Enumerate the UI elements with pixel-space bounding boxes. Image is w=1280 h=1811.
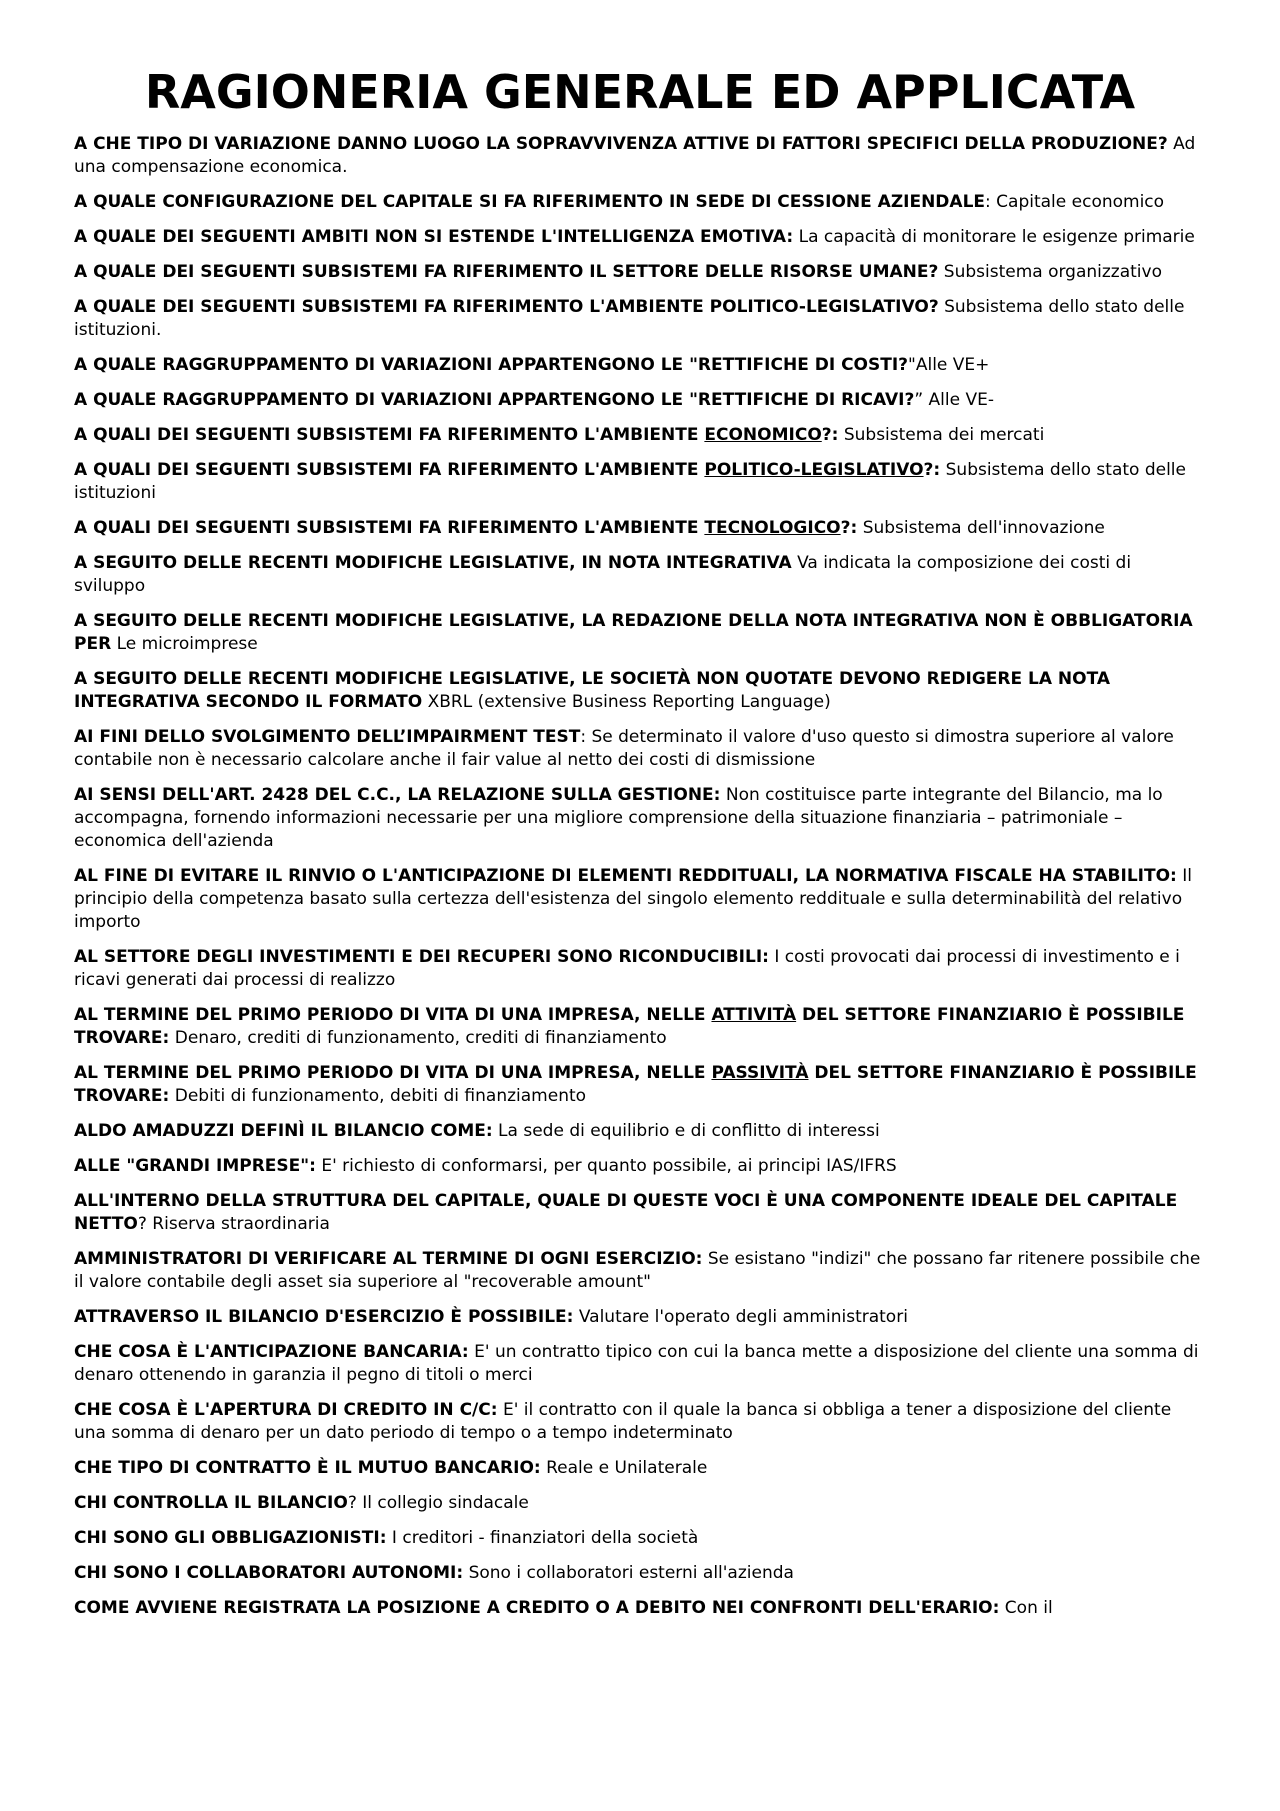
- answer-text: Non costituisce parte integrante del Bilancio, ma lo accompagna, fornendo informazioni necessarie per una migliore comprensione della situazione finanziaria – patrimoniale – economica dell'azienda: [74, 784, 1163, 851]
- qa-entry: [74, 784, 1206, 853]
- question-text: ATTRAVERSO IL BILANCIO D'ESERCIZIO È POSSIBILE:: [74, 1306, 574, 1327]
- answer-text: Subsistema dello stato delle istituzioni: [74, 459, 1186, 503]
- question-keyword: TECNOLOGICO: [704, 517, 841, 538]
- qa-entry: [74, 1597, 1206, 1620]
- answer-text: : Capitale economico: [985, 191, 1165, 212]
- answer-text: I creditori - finanziatori della società: [386, 1527, 699, 1548]
- qa-entry: [74, 1062, 1206, 1108]
- qa-entry: [74, 1120, 1206, 1143]
- question-text: A QUALE DEI SEGUENTI SUBSISTEMI FA RIFERIMENTO L'AMBIENTE POLITICO-LEGISLATIVO?: [74, 296, 939, 317]
- qa-entry: [74, 389, 1206, 412]
- question-text: AL TERMINE DEL PRIMO PERIODO DI VITA DI UNA IMPRESA, NELLE: [74, 1004, 712, 1025]
- answer-text: XBRL (extensive Business Reporting Language): [422, 691, 831, 712]
- qa-entry: [74, 261, 1206, 284]
- qa-entry: [74, 1562, 1206, 1585]
- answer-text: Subsistema organizzativo: [938, 261, 1162, 282]
- question-text: CHE COSA È L'APERTURA DI CREDITO IN C/C:: [74, 1399, 498, 1420]
- answer-text: I costi provocati dai processi di investimento e i ricavi generati dai processi di realizzo: [74, 946, 1180, 990]
- question-text: CHE COSA È L'ANTICIPAZIONE BANCARIA:: [74, 1341, 469, 1362]
- question-text: CHI SONO GLI OBBLIGAZIONISTI:: [74, 1527, 387, 1548]
- question-text-tail: ?:: [821, 424, 839, 445]
- answer-text: E' il contratto con il quale la banca si obbliga a tener a disposizione del cliente una somma di denaro per un dato periodo di tempo o a tempo indeterminato: [74, 1399, 1172, 1443]
- question-text-tail: DEL SETTORE FINANZIARIO È POSSIBILE TROVARE:: [74, 1004, 1185, 1048]
- qa-entry: [74, 1155, 1206, 1178]
- question-text: A QUALE RAGGRUPPAMENTO DI VARIAZIONI APPARTENGONO LE "RETTIFICHE DI RICAVI?: [74, 389, 915, 410]
- answer-text: Ad una compensazione economica.: [74, 133, 1196, 177]
- question-text: A SEGUITO DELLE RECENTI MODIFICHE LEGISLATIVE, LA REDAZIONE DELLA NOTA INTEGRATIVA NON È OBBLIGATORIA PER: [74, 610, 1193, 654]
- answer-text: : Se determinato il valore d'uso questo si dimostra superiore al valore contabile non è necessario calcolare anche il fair value al netto dei costi di dismissione: [74, 726, 1174, 770]
- answer-text: La sede di equilibrio e di conflitto di interessi: [492, 1120, 880, 1141]
- answer-text: Reale e Unilaterale: [540, 1457, 708, 1478]
- question-text: A QUALI DEI SEGUENTI SUBSISTEMI FA RIFERIMENTO L'AMBIENTE: [74, 517, 705, 538]
- question-text: ALL'INTERNO DELLA STRUTTURA DEL CAPITALE, QUALE DI QUESTE VOCI È UNA COMPONENTE IDEALE DEL CAPITALE NETTO: [74, 1190, 1178, 1234]
- question-text-tail: DEL SETTORE FINANZIARIO È POSSIBILE TROVARE:: [74, 1062, 1197, 1106]
- answer-text: Subsistema dei mercati: [838, 424, 1045, 445]
- qa-entry: [74, 1248, 1206, 1294]
- question-text: ALDO AMADUZZI DEFINÌ IL BILANCIO COME:: [74, 1120, 493, 1141]
- qa-entry: [74, 610, 1206, 656]
- qa-entry: [74, 1341, 1206, 1387]
- question-text: CHI SONO I COLLABORATORI AUTONOMI:: [74, 1562, 464, 1583]
- answer-text: Sono i collaboratori esterni all'azienda: [463, 1562, 794, 1583]
- qa-entry: [74, 1004, 1206, 1050]
- qa-entry: [74, 1306, 1206, 1329]
- qa-entry: [74, 726, 1206, 772]
- qa-entry: [74, 1492, 1206, 1515]
- qa-entry: [74, 191, 1206, 214]
- question-text: AL FINE DI EVITARE IL RINVIO O L'ANTICIPAZIONE DI ELEMENTI REDDITUALI, LA NORMATIVA FISCALE HA STABILITO:: [74, 865, 1177, 886]
- question-keyword: POLITICO-LEGISLATIVO: [704, 459, 924, 480]
- question-text: AL SETTORE DEGLI INVESTIMENTI E DEI RECUPERI SONO RICONDUCIBILI:: [74, 946, 769, 967]
- answer-text: E' un contratto tipico con cui la banca mette a disposizione del cliente una somma di denaro ottenendo in garanzia il pegno di titoli o merci: [74, 1341, 1199, 1385]
- question-text: A QUALI DEI SEGUENTI SUBSISTEMI FA RIFERIMENTO L'AMBIENTE: [74, 459, 705, 480]
- qa-entry: [74, 1457, 1206, 1480]
- question-text: A SEGUITO DELLE RECENTI MODIFICHE LEGISLATIVE, LE SOCIETÀ NON QUOTATE DEVONO REDIGERE LA NOTA INTEGRATIVA SECONDO IL FORMATO: [74, 668, 1111, 712]
- answer-text: Valutare l'operato degli amministratori: [573, 1306, 908, 1327]
- answer-text: ? Il collegio sindacale: [347, 1492, 529, 1513]
- qa-entry: [74, 1399, 1206, 1445]
- qa-entry: [74, 552, 1206, 598]
- question-text: CHE TIPO DI CONTRATTO È IL MUTUO BANCARIO:: [74, 1457, 541, 1478]
- answer-text: "Alle VE+: [908, 354, 990, 375]
- answer-text: Il principio della competenza basato sulla certezza dell'esistenza del singolo elemento reddituale e sulla determinabilità del relativo importo: [74, 865, 1192, 932]
- answer-text: Va indicata la composizione dei costi di sviluppo: [74, 552, 1132, 596]
- answer-text: Le microimprese: [111, 633, 258, 654]
- question-text: A QUALE CONFIGURAZIONE DEL CAPITALE SI FA RIFERIMENTO IN SEDE DI CESSIONE AZIENDALE: [74, 191, 986, 212]
- answer-text: Denaro, crediti di funzionamento, crediti di finanziamento: [169, 1027, 667, 1048]
- qa-entry: [74, 1190, 1206, 1236]
- question-keyword: PASSIVITÀ: [711, 1062, 809, 1083]
- qa-entry: [74, 296, 1206, 342]
- qa-entry: [74, 946, 1206, 992]
- question-text: A QUALI DEI SEGUENTI SUBSISTEMI FA RIFERIMENTO L'AMBIENTE: [74, 424, 705, 445]
- qa-entry: [74, 1527, 1206, 1550]
- qa-entry: [74, 459, 1206, 505]
- question-text: A QUALE DEI SEGUENTI AMBITI NON SI ESTENDE L'INTELLIGENZA EMOTIVA:: [74, 226, 794, 247]
- question-text: AL TERMINE DEL PRIMO PERIODO DI VITA DI UNA IMPRESA, NELLE: [74, 1062, 712, 1083]
- qa-entry: [74, 133, 1206, 179]
- answer-text: ? Riserva straordinaria: [137, 1213, 330, 1234]
- question-text: AI SENSI DELL'ART. 2428 DEL C.C., LA RELAZIONE SULLA GESTIONE:: [74, 784, 721, 805]
- qa-entry: [74, 226, 1206, 249]
- qa-entry: [74, 354, 1206, 377]
- question-text: COME AVVIENE REGISTRATA LA POSIZIONE A CREDITO O A DEBITO NEI CONFRONTI DELL'ERARIO:: [74, 1597, 1000, 1618]
- qa-entry: [74, 865, 1206, 934]
- question-text: AI FINI DELLO SVOLGIMENTO DELL’IMPAIRMENT TEST: [74, 726, 581, 747]
- question-text: A QUALE DEI SEGUENTI SUBSISTEMI FA RIFERIMENTO IL SETTORE DELLE RISORSE UMANE?: [74, 261, 939, 282]
- answer-text: Debiti di funzionamento, debiti di finanziamento: [169, 1085, 587, 1106]
- question-keyword: ECONOMICO: [704, 424, 822, 445]
- qa-list: [74, 133, 1206, 1620]
- question-text: A CHE TIPO DI VARIAZIONE DANNO LUOGO LA SOPRAVVIVENZA ATTIVE DI FATTORI SPECIFICI DELLA PRODUZIONE?: [74, 133, 1168, 154]
- page-title: RAGIONERIA GENERALE ED APPLICATA: [144, 65, 1136, 119]
- answer-text: ” Alle VE-: [914, 389, 994, 410]
- question-text: CHI CONTROLLA IL BILANCIO: [74, 1492, 348, 1513]
- question-text: A SEGUITO DELLE RECENTI MODIFICHE LEGISLATIVE, IN NOTA INTEGRATIVA: [74, 552, 792, 573]
- answer-text: Subsistema dello stato delle istituzioni.: [74, 296, 1185, 340]
- qa-entry: [74, 424, 1206, 447]
- qa-entry: [74, 668, 1206, 714]
- question-text: AMMINISTRATORI DI VERIFICARE AL TERMINE DI OGNI ESERCIZIO:: [74, 1248, 703, 1269]
- qa-entry: [74, 517, 1206, 540]
- question-text: A QUALE RAGGRUPPAMENTO DI VARIAZIONI APPARTENGONO LE "RETTIFICHE DI COSTI?: [74, 354, 909, 375]
- answer-text: La capacità di monitorare le esigenze primarie: [793, 226, 1195, 247]
- answer-text: Subsistema dell'innovazione: [857, 517, 1105, 538]
- answer-text: E' richiesto di conformarsi, per quanto possibile, ai principi IAS/IFRS: [315, 1155, 897, 1176]
- question-text: ALLE "GRANDI IMPRESE":: [74, 1155, 316, 1176]
- question-text-tail: ?:: [923, 459, 941, 480]
- question-keyword: ATTIVITÀ: [711, 1004, 797, 1025]
- question-text-tail: ?:: [840, 517, 858, 538]
- answer-text: Se esistano "indizi" che possano far ritenere possibile che il valore contabile degli asset sia superiore al "recoverable amount": [74, 1248, 1201, 1292]
- answer-text: Con il: [999, 1597, 1053, 1618]
